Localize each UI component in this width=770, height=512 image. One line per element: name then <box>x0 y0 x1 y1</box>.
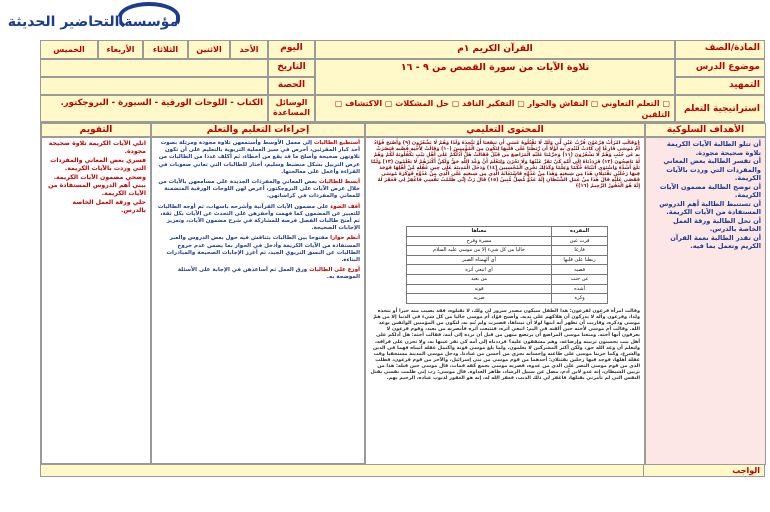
strategy-item: ▢ حل المشكلات <box>395 99 460 108</box>
vocab-table <box>406 226 608 304</box>
evaluation-item: وضحي مضمون الآيات الكريمة. <box>53 173 146 181</box>
subject-value: القرآن الكريم ١م <box>315 40 675 59</box>
table-row: مسرة وفرح قرت عين <box>407 236 608 246</box>
procedure-label: أنظم حوارا <box>330 235 360 242</box>
procedure-text: إلى معمل الأوسط وأستمعهن تلاوة مجودة ومرتلة بصوت أحد كبار المقرئين، أحرص في سير العملية التربوية بالتعليم على أن تكون تلاوتهن صحيحة وأصلح ما قد يقع من أخطاء، ثم أكلف عددا من الطالبات من عرض التربيل بشكل منضبط وسليم، أختار للطالبات التي تعاني صعوبات في القراءة وأعمل على معالجتها. <box>158 140 360 175</box>
procedure-item <box>156 235 360 264</box>
date-label: التاريخ <box>268 59 315 77</box>
objective-item: أن تفسر الطالبة بعض المعاني والمفردات التي وردت بالآيات الكريمة. <box>663 157 761 182</box>
strategy-item: ▢ التلقين <box>334 99 670 119</box>
table-row: ضربه وكزه <box>407 294 608 304</box>
vocab-header-row <box>407 227 608 237</box>
topic-value: تلاوة الآيات من سورة القصص من ٩ - ١٦ <box>315 59 675 95</box>
aids-value: الكتاب - اللوحات الورقية - السبورة - البروجكتور. <box>40 95 268 122</box>
table-row: قوته أشده <box>407 284 608 294</box>
subject-label: المادة/الصف <box>675 40 765 59</box>
evaluation-item: حلي ورقة العمل الخاصة بالدرس. <box>72 198 146 215</box>
procedure-text: بعض المعاني والمفردات الجديدة على مسامعهن بالآيات من خلال عرض الآيات على البروجكتور، أعرض لهن اللوحات الورقية المتضمنة للمعاني والمفردات في كراساتهن. <box>158 179 360 200</box>
footer-row <box>40 464 765 477</box>
col-header-procedures: إجراءات التعليم والتعلم <box>151 123 365 137</box>
objectives-column <box>645 137 766 465</box>
evaluation-item: بيني أهم الدروس المستفادة من الآيات الكريمة. <box>48 182 146 198</box>
content-explanation: وقالت امرأة فرعون لفرعون: هذا الطفل سيكون مصدر سرور لي ولك، لا تقتلوه، فقد يصيب منه خيرا أو نتخذه ولدا، وفرعون وآله لا يدركون أن هلاكهم على يديه. وأصبح فؤاد أم موسى خاليا من كل شيء في الدنيا إلا من همّ موسى وذكره، وقاربت أن تظهر أنه ابنها لولا أن ثبتناها، فصبرت ولم تُبدِ به، لتكون من المؤمنين الواثقين بوعد الله. وقالت أم موسى لأخته حين ألقته في اليم: اتبعي أثره، فتتبعت أثره فأبصرته من بعيد، وقوم فرعون لا يعرفون أنها أخته. ومنعنا موسى المراضع أن يرتضع منهن من قبل أن نرده إلى أمه، فقالت أخته: هل أدلكم على أهل بيت يحسنون تربيته وإرضاعه، وهم مشفقون عليه؟ فرددناه إلى أمه كي تقر عينها به، ولا تحزن على فراقه، ولتعلم أن وعد الله حق، ولكن أكثر المشركين لا يعلمون. ولما بلغ موسى قوته واكتمل عقله آتيناه فهما في الدين والشرع، وكما جزينا موسى على طاعته وإحسانه نجزي من أحسن من عبادنا. ودخل موسى المدينة مستخفيا وقت غفلة أهلها، فوجد فيها رجلين يقتتلان: أحدهما من قوم موسى من بني إسرائيل، والآخر من قوم فرعون، فطلب الذي من قوم موسى النصر على الذي من عدوه، فضربه موسى بجمع كفه فمات، قال موسى حين قتله: هذا من تزيين الشيطان، إنه عدو لابن آدم، مضل عن سبيل الرشاد، ظاهر العداوة. قال موسى: رب إني ظلمت نفسي بقتل النفس التي لم تأمرني بقتلها، فاغفر لي ذلك الذنب، فغفر الله له، إنه هو الغفور لذنوب عباده، الرحيم بهم. <box>370 307 640 382</box>
table-row: أي اتبعي أثره قصيه <box>407 265 608 275</box>
procedure-item <box>156 140 360 176</box>
strategy-item: ▢ التفكير الناقد <box>462 99 525 108</box>
col-header-content: المحتوى التعليمي <box>365 123 645 137</box>
date-value <box>40 59 268 77</box>
objective-item: أن تتلو الطالبة الآيات الكريمة تلاوة صحيحة مجودة. <box>666 140 761 157</box>
day-sunday: الأحد <box>230 40 268 59</box>
procedure-label: أستطيع الطالبات <box>313 140 360 146</box>
main-table <box>40 122 765 464</box>
objective-item: أن تحل الطالبة ورقة العمل الخاصة بالدرس. <box>673 216 761 233</box>
topic-label: موضوع الدرس <box>675 59 765 77</box>
vocab-header-word: المفردة <box>552 227 608 237</box>
procedure-text: ورق العمل ثم أساعدهن في الإجابة على الأسئلة الموضحة به. <box>177 267 360 281</box>
strategy-list <box>315 95 675 122</box>
table-row: أي ألهمناه الصبر ربطنا على قلبها <box>407 255 608 265</box>
objective-item: أن توضح الطالبة مضمون الآيات الكريمة. <box>659 182 761 199</box>
period-value <box>40 77 268 95</box>
procedure-label: أبسط للطالبات <box>319 179 360 186</box>
evaluation-column <box>41 137 151 465</box>
strategy-item: ▢ التعلم التعاوني <box>601 99 670 108</box>
strategy-item: ▢ النقاش والحوار <box>527 99 599 108</box>
content-verses: ﴿وَقَالَتِ امْرَأَتُ فِرْعَوْنَ قُرَّتُ عَيْنٍ لِّي وَلَكَ لَا تَقْتُلُوهُ عَسَى أَن يَنفَعَنَا أَوْ نَتَّخِذَهُ وَلَدًا وَهُمْ لَا يَشْعُرُونَ (٩) وَأَصْبَحَ فُؤَادُ أُمِّ مُوسَى فَارِغًا إِن كَادَتْ لَتُبْدِي بِهِ لَوْلَا أَن رَّبَطْنَا عَلَى قَلْبِهَا لِتَكُونَ مِنَ الْمُؤْمِنِينَ (١٠) وَقَالَتْ لِأُخْتِهِ قُصِّيهِ فَبَصُرَتْ بِهِ عَن جُنُبٍ وَهُمْ لَا يَشْعُرُونَ (١١) وَحَرَّمْنَا عَلَيْهِ الْمَرَاضِعَ مِن قَبْلُ فَقَالَتْ هَلْ أَدُلُّكُمْ عَلَى أَهْلِ بَيْتٍ يَكْفُلُونَهُ لَكُمْ وَهُمْ لَهُ نَاصِحُونَ (١٢) فَرَدَدْنَاهُ إِلَى أُمِّهِ كَيْ تَقَرَّ عَيْنُهَا وَلَا تَحْزَنَ وَلِتَعْلَمَ أَنَّ وَعْدَ اللَّهِ حَقٌّ وَلَكِنَّ أَكْثَرَهُمْ لَا يَعْلَمُونَ (١٣) وَلَمَّا بَلَغَ أَشُدَّهُ وَاسْتَوَى آتَيْنَاهُ حُكْمًا وَعِلْمًا وَكَذَلِكَ نَجْزِي الْمُحْسِنِينَ (١٤) وَدَخَلَ الْمَدِينَةَ عَلَى حِينِ غَفْلَةٍ مِّنْ أَهْلِهَا فَوَجَدَ فِيهَا رَجُلَيْنِ يَقْتَتِلَانِ هَذَا مِن شِيعَتِهِ وَهَذَا مِنْ عَدُوِّهِ فَاسْتَغَاثَهُ الَّذِي مِن شِيعَتِهِ عَلَى الَّذِي مِنْ عَدُوِّهِ فَوَكَزَهُ مُوسَى فَقَضَى عَلَيْهِ قَالَ هَذَا مِنْ عَمَلِ الشَّيْطَانِ إِنَّهُ عَدُوٌّ مُّضِلٌّ مُّبِينٌ (١٥) قَالَ رَبِّ إِنِّي ظَلَمْتُ نَفْسِي فَاغْفِرْ لِي فَغَفَرَ لَهُ إِنَّهُ هُوَ الْغَفُورُ الرَّحِيمُ (١٦)﴾ <box>370 140 640 190</box>
day-monday: الاثنين <box>188 40 230 59</box>
day-wednesday: الأربعاء <box>98 40 143 59</box>
logo <box>2 2 184 38</box>
table-row: خاليا من كل شيء إلا من موسى عليه السلام فارغا <box>407 246 608 256</box>
period-label: الحصة <box>268 77 315 95</box>
evaluation-item: اتلي الآيات الكريمة تلاوة صحيحة مجودة. <box>48 140 146 156</box>
logo-text: مؤسسة التحاضير الحديثة <box>7 14 179 30</box>
strategy-label: استراتيجية التعلم <box>675 95 765 122</box>
intro-label: التمهيد <box>675 77 765 95</box>
strategy-item: ▢ الاكتشاف <box>345 99 393 108</box>
header-grid <box>40 40 765 122</box>
day-tuesday: الثلاثاء <box>143 40 188 59</box>
procedure-item <box>156 179 360 201</box>
procedure-text: على مضمون الآيات القرآنية وأشرحه باسهاب، ثم أوجه الطالبات للتعبير عن المضمون كما فهمت وأحفزهن على التحدث عن الآيات بكل ثقة، ثم أمنح طالبات الفصل فرصة للمشاركة في شرح مضمون الآيات، وتعزيز الإجابات الصحيحة. <box>157 203 360 232</box>
objective-item: أن تستنبط الطالبة أهم الدروس المستفادة من الآيات الكريمة. <box>659 199 761 216</box>
vocab-header-meaning: معناها <box>407 227 552 237</box>
procedure-text: مفتوحا بين الطالبات بتناقش فيه حول بعض الدروس والعبر المستفادة من الآيات الكريمة وأدخل في الحوار بما يضمن عدم خروج الطالبات عن النسق التربوي الجيد، ثم أعزز الإجابات الصحيحة والمبادرات البناءة. <box>166 235 360 264</box>
procedure-item <box>156 204 360 233</box>
procedure-item <box>156 267 360 281</box>
procedures-column <box>151 137 365 465</box>
content-column <box>365 137 645 465</box>
objective-item: أن تقدر الطالبة نعمة القرآن الكريم وتعمل بما فيه. <box>670 233 761 250</box>
table-row: من بعيد عن جنب <box>407 274 608 284</box>
procedure-label: أوزع على الطالبات <box>309 267 360 274</box>
procedure-label: أقف الضوء <box>330 203 360 210</box>
col-header-evaluation: التقويم <box>41 123 151 137</box>
day-label: اليوم <box>268 40 315 59</box>
aids-label: الوسائل المساعدة <box>268 95 315 122</box>
col-header-objectives: الأهداف السلوكية <box>645 123 766 137</box>
homework-label: الواجب <box>643 465 764 477</box>
day-thursday: الخميس <box>40 40 98 59</box>
evaluation-item: فسري بعض المعاني والمفردات التي وردت بالآيات الكريمة. <box>50 156 146 173</box>
